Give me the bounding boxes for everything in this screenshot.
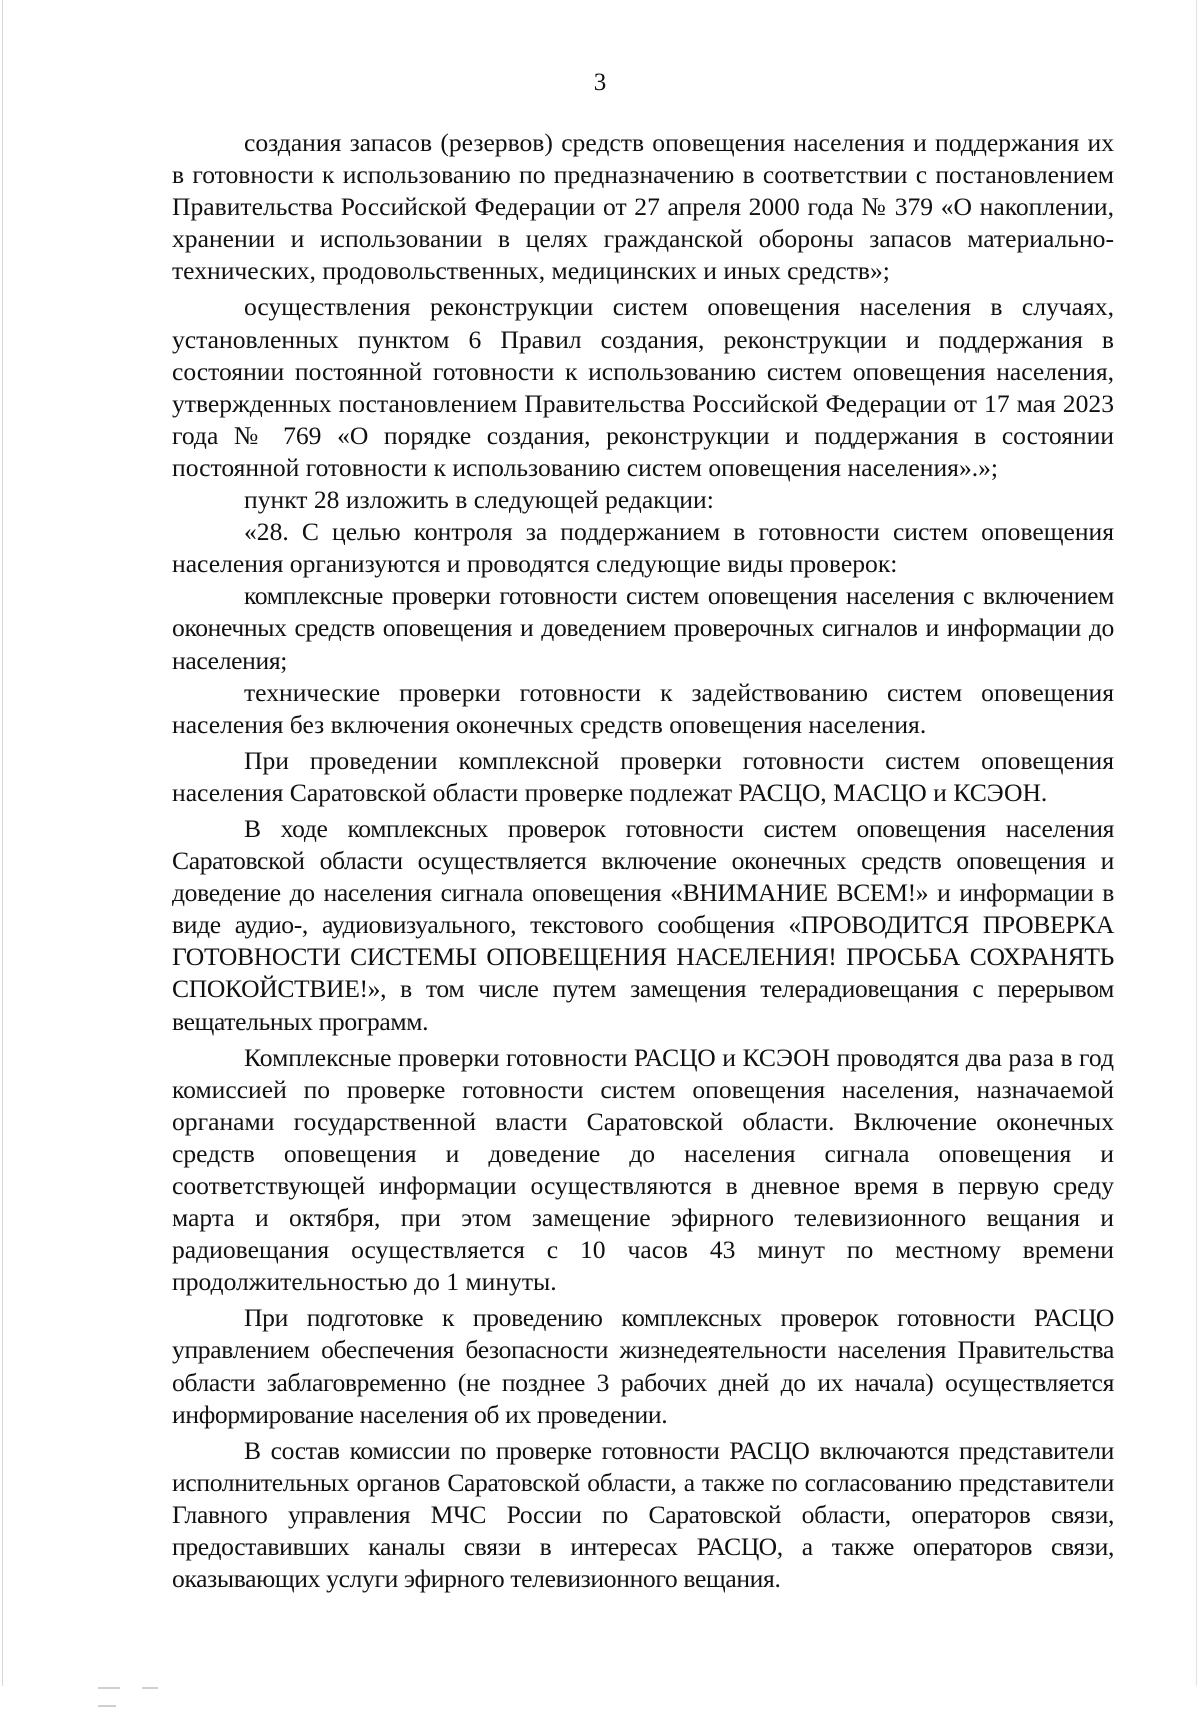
paragraph-reconstruction: осуществления реконструкции систем оповещения населения в случаях, установленных пунктом 6 Правил создания, реконструкции и поддержания в состоянии постоянной готовности к использованию систем оповещения населения, утвержденных постановлением Правительства Российской Федерации от 17 мая 2023 года № 769 «О порядке создания, реконструкции и поддержания в состоянии постоянной готовности к использованию систем оповещения населения».»; xyxy=(172,292,1114,482)
paragraph-item-28: «28. С целью контроля за поддержанием в готовности систем оповещения населения организуются и проводятся следующие виды проверок: xyxy=(172,517,1114,579)
paragraph-item-28-intro: пункт 28 изложить в следующей редакции: xyxy=(244,485,714,515)
paragraph-reserves: создания запасов (резервов) средств оповещения населения и поддержания их в готовности к использованию по предназначению в соответствии с постановлением Правительства Российской Федерации от 27 апреля 2000 года № 379 «О накоплении, хранении и использовании в целях гражданской обороны запасов материально-технических, продовольственных, медицинских и иных средств»; xyxy=(172,128,1114,286)
document-body xyxy=(172,127,1114,1595)
paragraph-technical-checks: технические проверки готовности к задействованию систем оповещения населения без включения оконечных средств оповещения населения. xyxy=(172,677,1114,739)
paragraph-check-schedule: Комплексные проверки готовности РАСЦО и КСЭОН проводятся два раза в год комиссией по проверке готовности систем оповещения населения, назначаемой органами государственной власти Саратовской области. Включение оконечных средств оповещения и доведение до населения сигнала оповещения и соответствующей информации осуществляются в дневное время в первую среду марта и октября, при этом замещение эфирного телевизионного вещания и радиовещания осуществляется с 10 часов 43 минут по местному времени продолжительностью до 1 минуты. xyxy=(172,1042,1114,1297)
paragraph-commission: В состав комиссии по проверке готовности РАСЦО включаются представители исполнительных органов Саратовской области, а также по согласованию представители Главного управления МЧС России по Саратовской области, операторов связи, предоставивших каналы связи в интересах РАСЦО, а также операторов связи, оказывающих услуги эфирного телевизионного вещания. xyxy=(172,1435,1114,1594)
scan-edge-right xyxy=(1196,0,1197,1686)
paragraph-public-notice: При подготовке к проведению комплексных проверок готовности РАСЦО управлением обеспечения безопасности жизнедеятельности населения Правительства области заблаговременно (не позднее 3 рабочих дней до их начала) осуществляется информирование населения об их проведении. xyxy=(172,1303,1114,1429)
scan-edge-left xyxy=(2,0,3,1686)
scan-footer-marks xyxy=(98,1676,218,1680)
page-number: 3 xyxy=(593,69,607,96)
paragraph-complex-checks: комплексные проверки готовности систем оповещения населения с включением оконечных средств оповещения и доведением проверочных сигналов и информации до населения; xyxy=(172,581,1114,675)
paragraph-check-procedure: В ходе комплексных проверок готовности систем оповещения населения Саратовской области осуществляется включение оконечных средств оповещения и доведение до населения сигнала оповещения «ВНИМАНИЕ ВСЕМ!» и информации в виде аудио-, аудиовизуального, текстового сообщения «ПРОВОДИТСЯ ПРОВЕРКА ГОТОВНОСТИ СИСТЕМЫ ОПОВЕЩЕНИЯ НАСЕЛЕНИЯ! ПРОСЬБА СОХРАНЯТЬ СПОКОЙСТВИЕ!», в том числе путем замещения телерадиовещания с перерывом вещательных программ. xyxy=(172,813,1114,1036)
paragraph-check-subjects: При проведении комплексной проверки готовности систем оповещения населения Саратовской области проверке подлежат РАСЦО, МАСЦО и КСЭОН. xyxy=(172,745,1114,807)
